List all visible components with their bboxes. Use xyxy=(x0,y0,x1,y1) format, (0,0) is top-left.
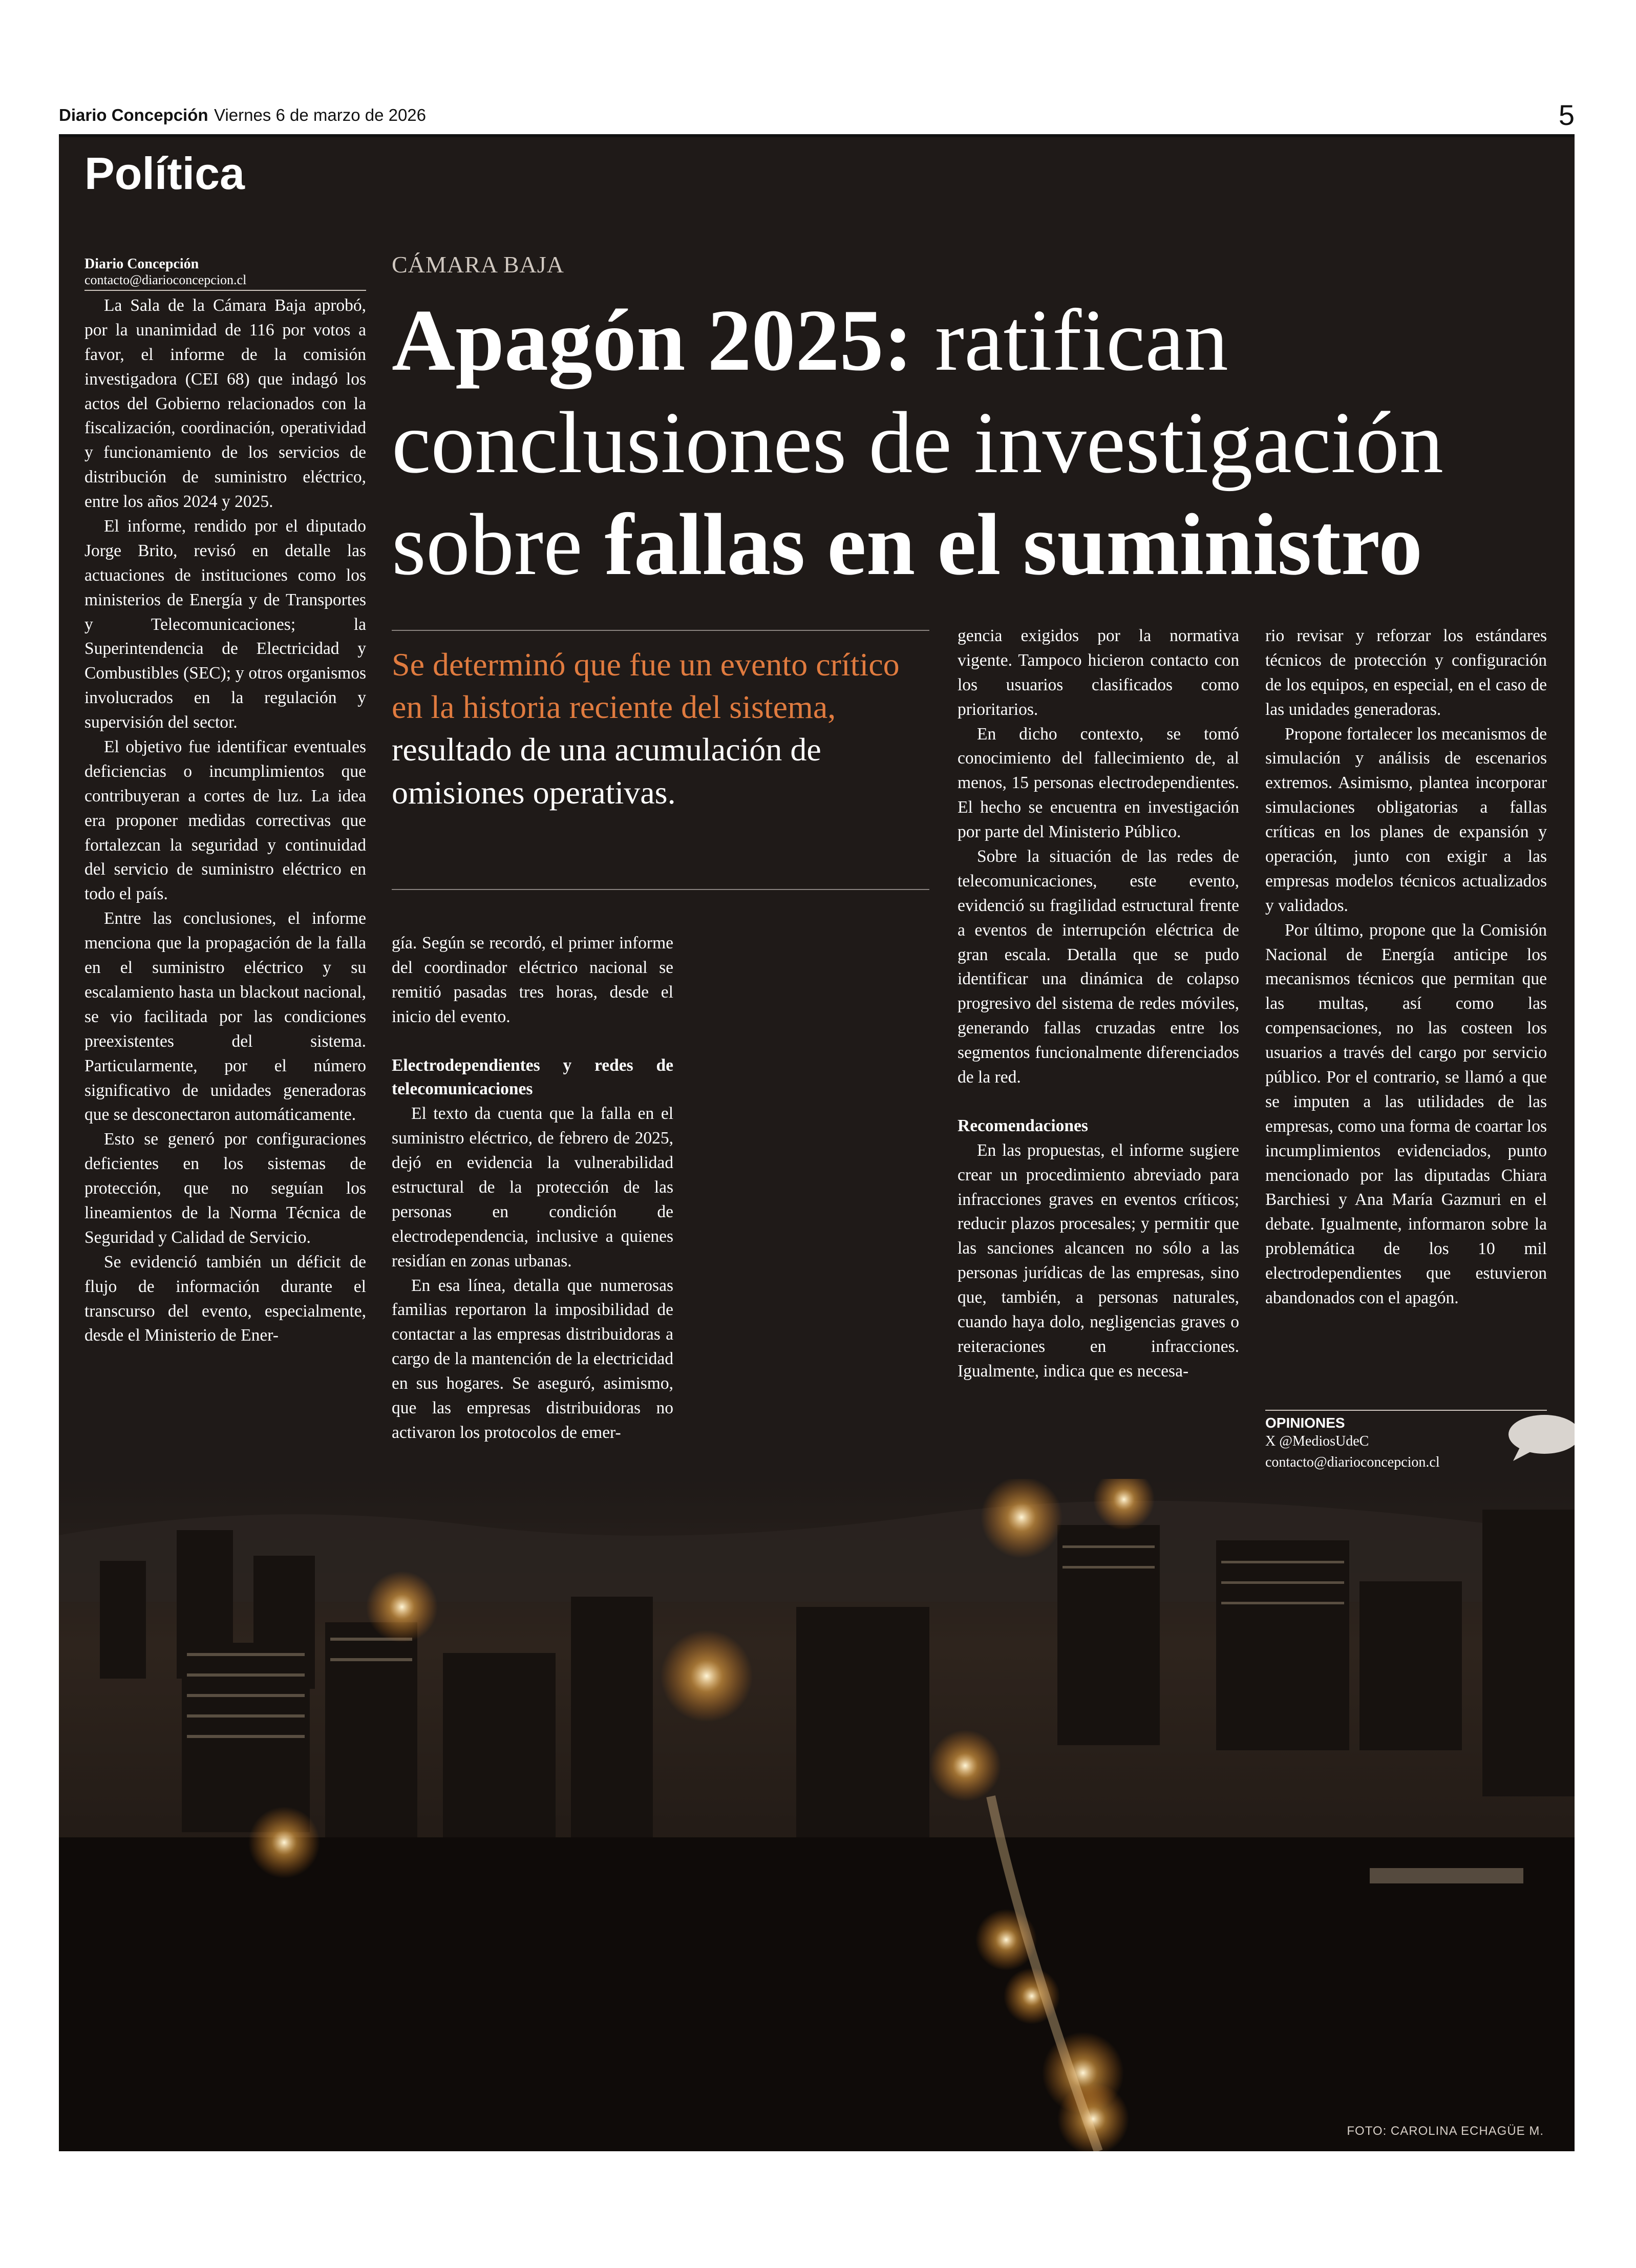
byline-name: Diario Concepción xyxy=(84,256,199,272)
section-title: Política xyxy=(84,148,245,199)
page-header xyxy=(59,100,1575,136)
opinions-email[interactable]: contacto@diarioconcepcion.cl xyxy=(1265,1454,1440,1470)
paragraph: En dicho contexto, se tomó conocimiento del fallecimiento de, al menos, 15 personas electrodependientes. El hecho se encuentra en investigación por parte del Ministerio Público. xyxy=(958,724,1239,842)
page-number: 5 xyxy=(1558,99,1575,131)
column-2 xyxy=(392,931,673,1445)
city-night-illustration xyxy=(59,1479,1575,2151)
paragraph: La Sala de la Cámara Baja aprobó, por la unanimidad de 116 por votos a favor, el informe de la comisión investigadora (CEI 68) que indagó los actos del Gobierno relacionados con la fiscalización, coordinación, operatividad y funcionamiento de los servicios de distribución de suministro eléctrico, entre los años 2024 y 2025. xyxy=(84,296,366,512)
paragraph: En esa línea, detalla que numerosas familias reportaron la imposibilidad de contactar a las empresas distribuidoras a cargo de la mantención de la electricidad en sus hogares. Se aseguró, asimismo, que las empresas distribuidoras no activaron los protocolos de emer- xyxy=(392,1276,673,1442)
headline-bold-lead: Apagón 2025: xyxy=(392,292,913,389)
headline xyxy=(392,290,1569,597)
subhead-electrodependientes: Electrodependientes y redes de telecomunicaciones xyxy=(392,1055,673,1099)
article-panel xyxy=(59,137,1575,2151)
paragraph: gía. Según se recordó, el primer informe del coordinador eléctrico nacional se remitió pasadas tres horas, desde el inicio del evento. xyxy=(392,934,673,1026)
paragraph: Por último, propone que la Comisión Nacional de Energía anticipe los mecanismos técnicos que permitan que las multas, así como las compensaciones, no las costeen los usuarios a través del cargo por servicio público. Por el contrario, se llamó a que se imputen a las utilidades de las empresas, como una forma de coartar los incumplimientos evidenciados, punto mencionado por las diputadas Chiara Barchiesi y Ana María Gazmuri en el debate. Igualmente, informaron sobre la problemática de los 10 mil electrodependientes que estuvieron abandonados con el apagón. xyxy=(1265,920,1547,1308)
paragraph: Se evidenció también un déficit de flujo de información durante el transcurso del evento, especialmente, desde el Ministerio de Ener- xyxy=(84,1252,366,1345)
speech-bubble-icon xyxy=(1506,1413,1575,1464)
spacer xyxy=(392,1029,673,1054)
paragraph: El informe, rendido por el diputado Jorge Brito, revisó en detalle las actuaciones de instituciones como los ministerios de Energía y de Transportes y Telecomunicaciones; la Superintendencia de Electricidad y Combustibles (SEC); y otros organismos involucrados en la regulación y supervisión del sector. xyxy=(84,517,366,732)
paragraph: rio revisar y reforzar los estándares técnicos de protección y configuración de los equipos, en especial, en el caso de las unidades generadoras. xyxy=(1265,626,1547,719)
column-1 xyxy=(84,293,366,1348)
deck xyxy=(392,643,914,814)
photo-credit: FOTO: CAROLINA ECHAGÜE M. xyxy=(1347,2124,1544,2138)
paragraph: El texto da cuenta que la falla en el suministro eléctrico, de febrero de 2025, dejó en evidencia la vulnerabilidad estructural de la protección de las personas en condición de electrodependencia, inclusive a quienes residían en zonas urbanas. xyxy=(392,1104,673,1270)
paragraph: gencia exigidos por la normativa vigente. Tampoco hicieron contacto con los usuarios clasificados como prioritarios. xyxy=(958,626,1239,719)
issue-date: Viernes 6 de marzo de 2026 xyxy=(214,105,426,124)
headline-middle: ratifican conclusiones de investigación sobre xyxy=(392,292,1443,594)
paragraph: El objetivo fue identificar eventuales deficiencias o incumplimientos que contribuyeran a cortes de luz. La idea era proponer medidas correctivas que fortalezcan la seguridad y continuidad del servicio de suministro eléctrico en todo el país. xyxy=(84,737,366,904)
column-4 xyxy=(1265,624,1547,1310)
paragraph: En las propuestas, el informe sugiere crear un procedimiento abreviado para infracciones graves en eventos críticos; reducir plazos procesales; y permitir que las sanciones alcancen no sólo a las personas jurídicas de las empresas, sino que, también, a personas naturales, cuando haya dolo, negligencias graves o reiteraciones en infracciones. Igualmente, indica que es necesa- xyxy=(958,1140,1239,1381)
blackout-city-photo xyxy=(59,1479,1575,2151)
subhead-recomendaciones: Recomendaciones xyxy=(958,1116,1088,1135)
deck-rest: resultado de una acumulación de omisiones operativas. xyxy=(392,731,821,811)
deck-highlight: Se determinó que fue un evento crítico en la historia reciente del sistema, xyxy=(392,646,900,726)
deck-top-rule xyxy=(392,630,929,631)
headline-bold-tail: fallas en el suministro xyxy=(604,496,1423,594)
paragraph: Sobre la situación de las redes de telecomunicaciones, este evento, evidenció su fragilidad estructural frente a eventos de interrupción eléctrica de gran escala. Detalla que se pudo identificar una dinámica de colapso progresivo del sistema de redes móviles, generando fallas cruzadas entre los segmentos funcionalmente diferenciados de la red. xyxy=(958,847,1239,1087)
paper-name: Diario Concepción xyxy=(59,105,208,124)
opinions-handle[interactable]: X @MediosUdeC xyxy=(1265,1433,1369,1449)
deck-bottom-rule xyxy=(392,889,929,890)
spacer xyxy=(958,1090,1239,1114)
kicker: CÁMARA BAJA xyxy=(392,251,564,278)
opinions-label: OPINIONES xyxy=(1265,1415,1345,1431)
paragraph: Entre las conclusiones, el informe menciona que la propagación de la falla en el suministro eléctrico y su escalamiento hasta un blackout nacional, se vio facilitada por las condiciones preexistentes del sistema. Particularmente, por el número significativo de unidades generadoras que se desconectaron automáticamente. xyxy=(84,909,366,1125)
column-3 xyxy=(958,624,1239,1384)
opinions-box xyxy=(1265,1410,1547,1473)
paragraph: Propone fortalecer los mecanismos de simulación y análisis de escenarios extremos. Asimismo, plantea incorporar simulaciones obligatorias a fallas críticas en los planes de expansión y operación, junto con exigir a las empresas modelos técnicos actualizados y validados. xyxy=(1265,724,1547,915)
byline xyxy=(84,256,366,291)
byline-email: contacto@diarioconcepcion.cl xyxy=(84,272,247,287)
paragraph: Esto se generó por configuraciones deficientes en los sistemas de protección, que no seguían los lineamientos de la Norma Técnica de Seguridad y Calidad de Servicio. xyxy=(84,1130,366,1247)
